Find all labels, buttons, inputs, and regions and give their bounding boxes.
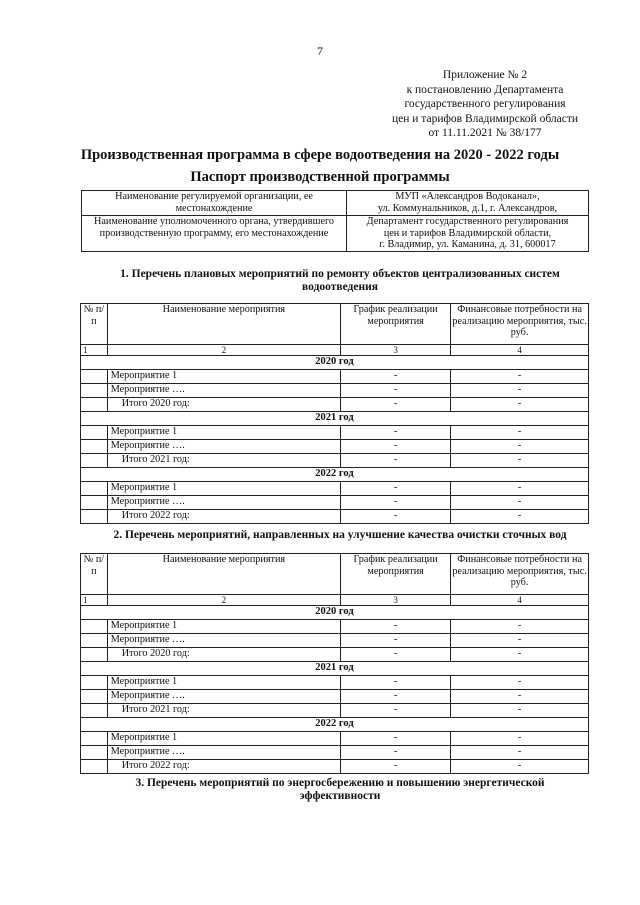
total-row	[81, 704, 589, 718]
financial-cell: -	[451, 398, 589, 412]
schedule-cell: -	[341, 690, 451, 704]
events-table-2	[80, 553, 589, 774]
passport-row	[82, 191, 589, 216]
schedule-cell: -	[341, 398, 451, 412]
financial-cell: -	[451, 634, 589, 648]
passport-value	[347, 191, 589, 216]
year-label: 2022 год	[81, 718, 589, 732]
event-name: Мероприятие ….	[107, 384, 340, 398]
year-label: 2021 год	[81, 662, 589, 676]
total-label: Итого 2022 год:	[107, 760, 340, 774]
schedule-cell: -	[341, 454, 451, 468]
document-title: Производственная программа в сфере водоотведения на 2020 - 2022 годы	[80, 147, 560, 163]
row-number	[81, 620, 108, 634]
financial-cell: -	[451, 454, 589, 468]
table-row	[81, 440, 589, 454]
financial-cell: -	[451, 760, 589, 774]
year-row	[81, 412, 589, 426]
total-row	[81, 760, 589, 774]
schedule-cell: -	[341, 370, 451, 384]
header-schedule: График реализации мероприятия	[341, 554, 451, 595]
row-number	[81, 760, 108, 774]
schedule-cell: -	[341, 676, 451, 690]
financial-cell: -	[451, 510, 589, 524]
row-number	[81, 440, 108, 454]
year-label: 2021 год	[81, 412, 589, 426]
column-number-row	[81, 595, 589, 606]
year-row	[81, 468, 589, 482]
total-label: Итого 2022 год:	[107, 510, 340, 524]
row-number	[81, 370, 108, 384]
page-number: 7	[317, 44, 323, 58]
year-label: 2020 год	[81, 606, 589, 620]
event-name: Мероприятие 1	[107, 620, 340, 634]
row-number	[81, 732, 108, 746]
financial-cell: -	[451, 426, 589, 440]
schedule-cell: -	[341, 760, 451, 774]
event-name: Мероприятие 1	[107, 426, 340, 440]
row-number	[81, 482, 108, 496]
schedule-cell: -	[341, 746, 451, 760]
financial-cell: -	[451, 648, 589, 662]
financial-cell: -	[451, 440, 589, 454]
year-label: 2020 год	[81, 356, 589, 370]
table-header-row	[81, 304, 589, 345]
event-name: Мероприятие 1	[107, 482, 340, 496]
schedule-cell: -	[341, 732, 451, 746]
schedule-cell: -	[341, 440, 451, 454]
schedule-cell: -	[341, 634, 451, 648]
schedule-cell: -	[341, 496, 451, 510]
year-label: 2022 год	[81, 468, 589, 482]
header-financial-needs: Финансовые потребности на реализацию мероприятия, тыс. руб.	[451, 554, 589, 595]
passport-label: Наименование регулируемой организации, ее местонахождение	[82, 191, 347, 216]
event-name: Мероприятие ….	[107, 440, 340, 454]
total-row	[81, 510, 589, 524]
passport-value-line: ул. Коммунальников, д.1, г. Александров,	[377, 202, 558, 214]
row-number	[81, 496, 108, 510]
appendix-line: от 11.11.2021 № 38/177	[428, 127, 542, 139]
appendix-line: государственного регулирования	[404, 98, 566, 110]
appendix-line: к постановлению Департамента	[406, 83, 564, 96]
column-number: 1	[81, 595, 108, 606]
financial-cell: -	[451, 620, 589, 634]
row-number	[81, 648, 108, 662]
total-row	[81, 454, 589, 468]
passport-value-line: г. Владимир, ул. Каманина, д. 31, 600017	[379, 239, 556, 250]
total-label: Итого 2020 год:	[107, 648, 340, 662]
financial-cell: -	[451, 496, 589, 510]
appendix-line: цен и тарифов Владимирской области	[391, 112, 579, 125]
passport-value-line: Департамент государственного регулирования	[366, 216, 569, 227]
row-number	[81, 690, 108, 704]
row-number	[81, 384, 108, 398]
row-number	[81, 426, 108, 440]
event-name: Мероприятие 1	[107, 370, 340, 384]
year-row	[81, 356, 589, 370]
events-table-1	[80, 303, 589, 524]
appendix-note	[370, 68, 600, 141]
header-event-name: Наименование мероприятия	[107, 304, 340, 345]
financial-cell: -	[451, 482, 589, 496]
appendix-line: Приложение № 2	[442, 69, 528, 81]
column-number: 4	[451, 345, 589, 356]
header-number: № п/п	[81, 304, 108, 345]
section-1-title: 1. Перечень плановых мероприятий по ремонту объектов централизованных систем водоотведения	[120, 268, 560, 293]
year-row	[81, 718, 589, 732]
passport-table	[81, 190, 589, 252]
header-schedule: График реализации мероприятия	[341, 304, 451, 345]
financial-cell: -	[451, 704, 589, 718]
header-financial-needs: Финансовые потребности на реализацию мероприятия, тыс. руб.	[451, 304, 589, 345]
header-event-name: Наименование мероприятия	[107, 554, 340, 595]
event-name: Мероприятие ….	[107, 746, 340, 760]
total-label: Итого 2021 год:	[107, 704, 340, 718]
table-row	[81, 620, 589, 634]
financial-cell: -	[451, 370, 589, 384]
event-name: Мероприятие ….	[107, 690, 340, 704]
row-number	[81, 704, 108, 718]
schedule-cell: -	[341, 704, 451, 718]
column-number: 2	[107, 595, 340, 606]
passport-row	[82, 216, 589, 252]
header-number: № п/п	[81, 554, 108, 595]
table-row	[81, 690, 589, 704]
event-name: Мероприятие 1	[107, 732, 340, 746]
table-row	[81, 634, 589, 648]
column-number: 3	[341, 595, 451, 606]
row-number	[81, 398, 108, 412]
schedule-cell: -	[341, 648, 451, 662]
financial-cell: -	[451, 732, 589, 746]
column-number: 1	[81, 345, 108, 356]
passport-label: Наименование уполномоченного органа, утвердившего производственную программу, его местонахождение	[82, 216, 347, 252]
table-row	[81, 384, 589, 398]
column-number: 2	[107, 345, 340, 356]
total-label: Итого 2021 год:	[107, 454, 340, 468]
table-row	[81, 426, 589, 440]
table-row	[81, 676, 589, 690]
schedule-cell: -	[341, 510, 451, 524]
column-number: 4	[451, 595, 589, 606]
financial-cell: -	[451, 676, 589, 690]
year-row	[81, 606, 589, 620]
passport-value	[347, 216, 589, 252]
passport-title: Паспорт производственной программы	[190, 169, 450, 185]
total-row	[81, 398, 589, 412]
schedule-cell: -	[341, 384, 451, 398]
event-name: Мероприятие ….	[107, 496, 340, 510]
table-row	[81, 732, 589, 746]
table-row	[81, 746, 589, 760]
row-number	[81, 634, 108, 648]
schedule-cell: -	[341, 620, 451, 634]
column-number-row	[81, 345, 589, 356]
section-3-title: 3. Перечень мероприятий по энергосбережению и повышению энергетической эффективности	[135, 777, 545, 802]
passport-value-line: МУП «Александров Водоканал»,	[395, 191, 540, 202]
column-number: 3	[341, 345, 451, 356]
schedule-cell: -	[341, 426, 451, 440]
table-row	[81, 496, 589, 510]
row-number	[81, 676, 108, 690]
financial-cell: -	[451, 746, 589, 760]
table-header-row	[81, 554, 589, 595]
table-row	[81, 482, 589, 496]
table-row	[81, 370, 589, 384]
row-number	[81, 454, 108, 468]
schedule-cell: -	[341, 482, 451, 496]
passport-value-line: цен и тарифов Владимирской области,	[383, 227, 552, 239]
financial-cell: -	[451, 384, 589, 398]
row-number	[81, 510, 108, 524]
event-name: Мероприятие 1	[107, 676, 340, 690]
year-row	[81, 662, 589, 676]
row-number	[81, 746, 108, 760]
total-row	[81, 648, 589, 662]
section-2-title: 2. Перечень мероприятий, направленных на улучшение качества очистки сточных вод	[113, 529, 567, 541]
total-label: Итого 2020 год:	[107, 398, 340, 412]
event-name: Мероприятие ….	[107, 634, 340, 648]
financial-cell: -	[451, 690, 589, 704]
